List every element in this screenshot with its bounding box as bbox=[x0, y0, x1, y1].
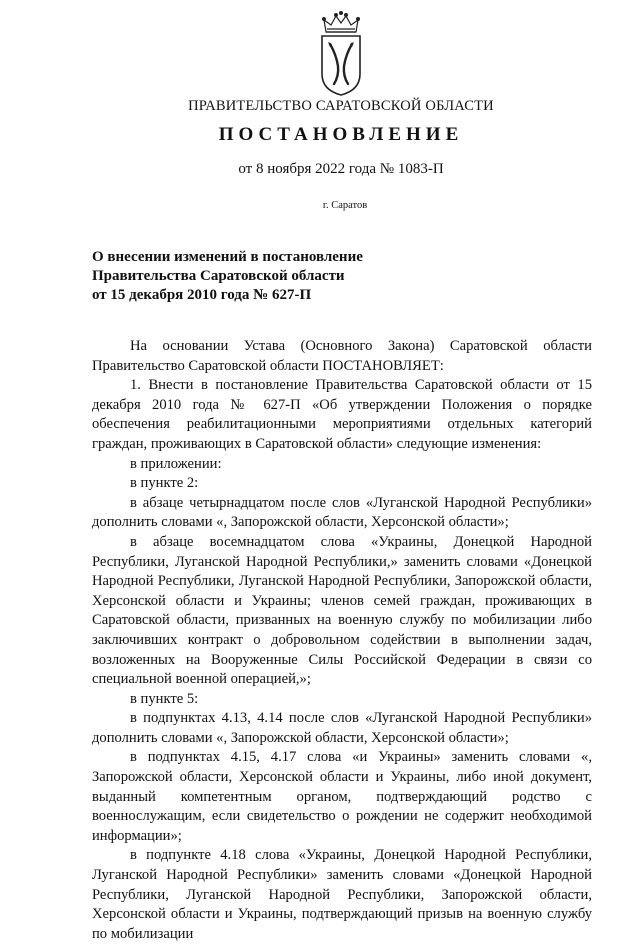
body-paragraph-item-1: 1. Внести в постановление Правительства Саратовской области от 15 декабря 2010 года № 627-П «Об утверждении Положения о порядке обеспечения реабилитационными мероприятиями отдельных категорий граждан, проживающих в Саратовской области» следующие изменения: bbox=[92, 377, 592, 452]
body-paragraph-preamble: На основании Устава (Основного Закона) Саратовской области Правительство Саратовской области ПОСТАНОВЛЯЕТ: bbox=[92, 338, 592, 374]
organization-name: ПРАВИТЕЛЬСТВО САРАТОВСКОЙ ОБЛАСТИ bbox=[188, 98, 494, 114]
document-date-number: от 8 ноября 2022 года № 1083-П bbox=[238, 161, 444, 177]
subject-line: О внесении изменений в постановление bbox=[92, 249, 363, 265]
body-paragraph: в приложении: bbox=[130, 455, 222, 472]
saratov-coat-of-arms-icon bbox=[318, 10, 364, 96]
body-paragraph: в абзаце четырнадцатом после слов «Луганской Народной Республики» дополнить словами «, Запорожской области, Херсонской области»; bbox=[92, 494, 592, 531]
body-paragraph: в подпунктах 4.15, 4.17 слова «и Украины» заменить словами «, Запорожской области, Херсонской области и Украины, либо иной документ, выданный компетентным органом, подтверждающий родство с военнослужащим, если свидетельство о рождении не содержит необходимой информации»; bbox=[92, 749, 592, 844]
document-body bbox=[92, 337, 592, 944]
subject-line: от 15 декабря 2010 года № 627-П bbox=[92, 287, 312, 303]
document-city: г. Саратов bbox=[322, 200, 368, 211]
subject-line: Правительства Саратовской области bbox=[92, 268, 345, 284]
document-type: ПОСТАНОВЛЕНИЕ bbox=[218, 124, 464, 145]
body-paragraph: в пункте 5: bbox=[130, 690, 199, 707]
body-paragraph: в пункте 2: bbox=[130, 475, 199, 492]
document-subject bbox=[92, 248, 422, 305]
body-paragraph: в абзаце восемнадцатом слова «Украины, Донецкой Народной Республики, Луганской Народной Республики,» заменить словами «Донецкой Народной Республики, Луганской Народной Республики, Запорожской области, Херсонской области и Украины; членов семей граждан, проживающих в Саратовской области, призванных на военную службу по мобилизации либо заключивших контракт о добровольном содействии в выполнении задач, возложенных на Вооруженные Силы Российской Федерации в связи со специальной военной операцией,»; bbox=[92, 533, 592, 688]
body-paragraph: в подпункте 4.18 слова «Украины, Донецкой Народной Республики, Луганской Народной Республики» заменить словами «Донецкой Народной Республики, Луганской Народной Республики, Запорожской области, Херсонской области и Украины, подтверждающий призыв на военную службу по мобилизации bbox=[92, 847, 592, 942]
body-paragraph: в подпунктах 4.13, 4.14 после слов «Луганской Народной Республики» дополнить словами «, Запорожской области, Херсонской области»; bbox=[92, 710, 592, 746]
